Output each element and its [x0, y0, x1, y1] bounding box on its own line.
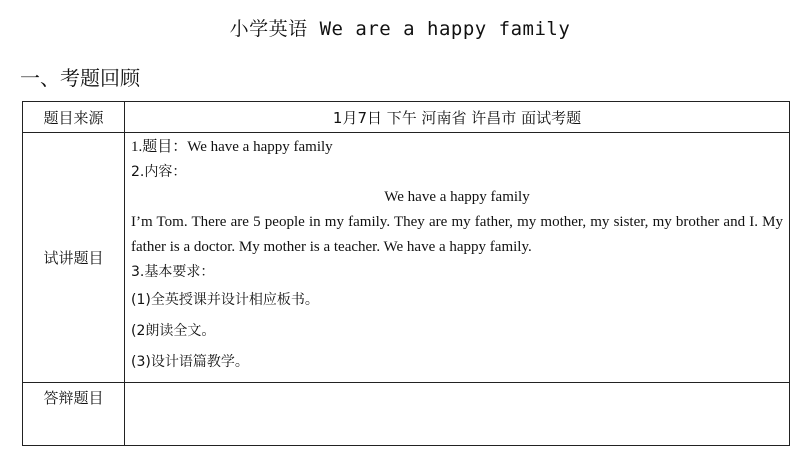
exam-question-table: [22, 101, 790, 446]
topic-line: 1.题目：We have a happy family: [131, 139, 333, 155]
defense-label: 答辩题目: [23, 383, 125, 446]
table-row-defense: [23, 383, 790, 446]
requirement-item: (1)全英授课并设计相应板书。: [131, 292, 319, 308]
defense-value: [125, 383, 790, 446]
content-label: 2.内容：: [131, 164, 187, 180]
requirement-item: (3)设计语篇教学。: [131, 354, 249, 370]
source-value: 1月7日 下午 河南省 许昌市 面试考题: [125, 102, 790, 133]
passage-title: We have a happy family: [384, 189, 530, 205]
source-label: 题目来源: [23, 102, 125, 133]
passage-text: I’m Tom. There are 5 people in my family. They are my father, my mother, my sister, my brother and I. My father is a doctor. My mother is a teacher. We have a happy family.: [131, 214, 783, 255]
section-heading: 一、考题回顾: [20, 66, 140, 90]
lecture-label: 试讲题目: [23, 133, 125, 383]
lecture-content: [125, 133, 790, 383]
requirements-label: 3.基本要求：: [131, 264, 215, 280]
document-title: 小学英语 We are a happy family: [229, 18, 571, 40]
requirement-item: (2朗读全文。: [131, 323, 216, 339]
table-row-lecture: [23, 133, 790, 383]
table-row-source: [23, 102, 790, 133]
